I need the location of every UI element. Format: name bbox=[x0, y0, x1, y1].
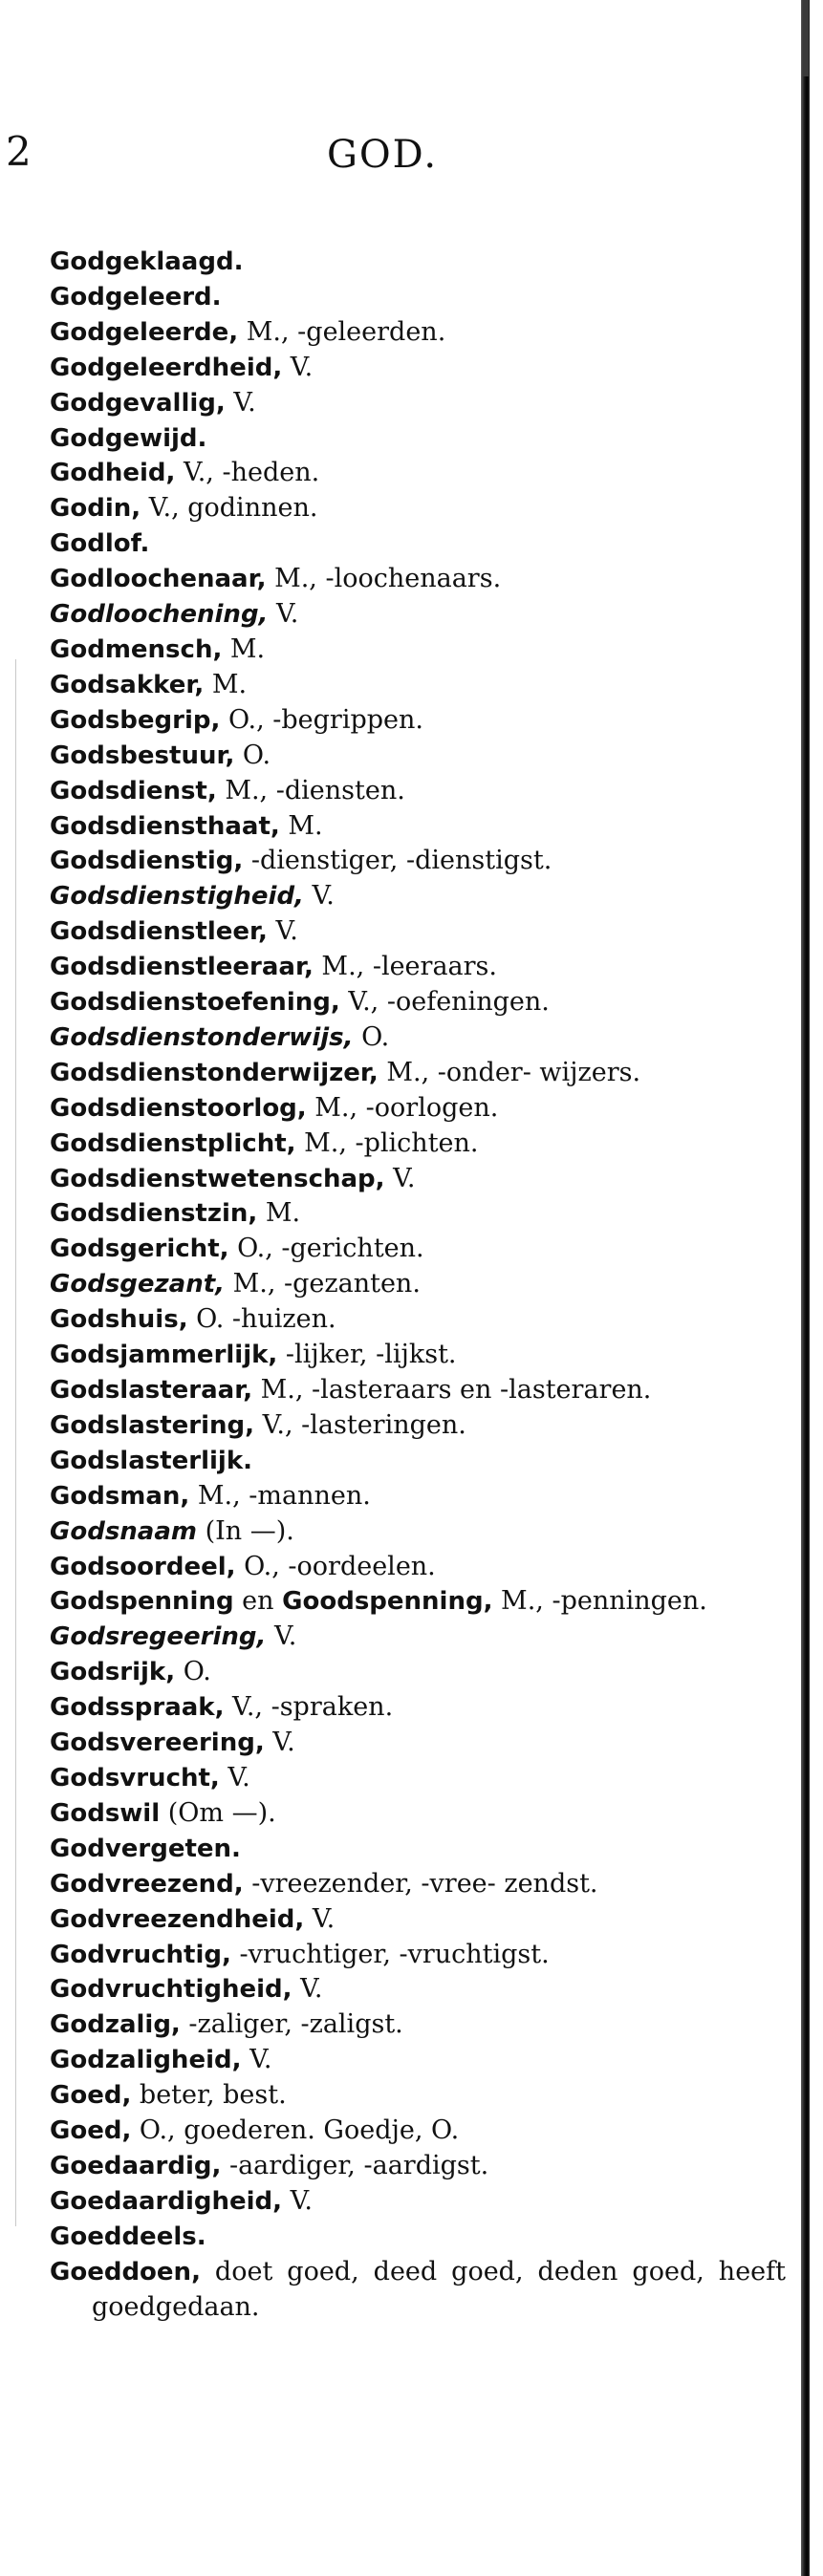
entry-headword: Godmensch, bbox=[50, 634, 223, 664]
entry-grammar: -vruchtiger, -vruchtigst. bbox=[230, 1939, 550, 1969]
entry-grammar: V. bbox=[303, 881, 335, 912]
entry-headword-variant: Goodspenning, bbox=[282, 1587, 493, 1617]
entry-grammar: M., -geleerden. bbox=[238, 316, 446, 347]
dictionary-entry bbox=[50, 1620, 786, 1655]
dictionary-entry bbox=[50, 2043, 786, 2078]
entry-headword: Godsbegrip, bbox=[50, 705, 221, 735]
dictionary-entry bbox=[50, 245, 786, 280]
dictionary-entry bbox=[50, 491, 786, 526]
dictionary-entry bbox=[50, 597, 786, 633]
entry-grammar: V. bbox=[268, 599, 299, 630]
entry-grammar: M. bbox=[279, 810, 323, 841]
entry-grammar: M., -plichten. bbox=[295, 1127, 479, 1158]
dictionary-entry bbox=[50, 1267, 786, 1302]
entry-headword: Godsdienstoefening, bbox=[50, 988, 340, 1018]
entry-grammar: V. bbox=[267, 916, 298, 947]
dictionary-entry bbox=[50, 2149, 786, 2184]
entry-headword: Godgeleerd. bbox=[50, 282, 222, 311]
dictionary-entry bbox=[50, 315, 786, 351]
entry-headword: Godloochenaar, bbox=[50, 565, 267, 594]
entry-headword: Godvruchtigheid, bbox=[50, 1975, 292, 2005]
dictionary-entry bbox=[50, 2220, 786, 2255]
entry-headword: Godslastering, bbox=[50, 1410, 255, 1440]
entry-grammar: O. bbox=[353, 1021, 390, 1052]
entry-grammar: O. bbox=[175, 1657, 211, 1687]
dictionary-entry bbox=[50, 1162, 786, 1197]
entry-grammar: V. bbox=[292, 1974, 323, 2005]
entry-grammar: doet goed, deed goed, deden goed, heeft goedgedaan. bbox=[92, 2256, 786, 2322]
entry-grammar: M., -oorlogen. bbox=[306, 1092, 499, 1123]
dictionary-entry bbox=[50, 1232, 786, 1267]
entry-headword: Godsdienst, bbox=[50, 776, 217, 805]
page-binding-edge-top bbox=[803, 0, 809, 76]
entry-headword: Godslasteraar, bbox=[50, 1376, 253, 1405]
entry-grammar: M. bbox=[257, 1198, 301, 1229]
dictionary-entry bbox=[50, 1302, 786, 1338]
entry-headword: Godgevallig, bbox=[50, 388, 226, 418]
entry-headword: Godshuis, bbox=[50, 1305, 188, 1335]
entry-headword: Godgewijd. bbox=[50, 423, 207, 453]
entry-headword: Godsdienstoorlog, bbox=[50, 1093, 307, 1123]
entry-headword: Goedaardig, bbox=[50, 2151, 222, 2180]
entry-headword: Godvreezend, bbox=[50, 1869, 244, 1899]
dictionary-entry bbox=[50, 1832, 786, 1867]
entry-headword: Godsakker, bbox=[50, 670, 205, 699]
dictionary-entry bbox=[50, 1373, 786, 1408]
dictionary-entry bbox=[50, 1056, 786, 1091]
dictionary-entry bbox=[50, 1902, 786, 1938]
entry-grammar: M., -leeraars. bbox=[313, 952, 497, 982]
dictionary-entry bbox=[50, 668, 786, 703]
dictionary-entry bbox=[50, 1514, 786, 1550]
entry-headword: Godsdienstleer, bbox=[50, 917, 268, 947]
dictionary-entry bbox=[50, 1655, 786, 1690]
entry-headword: Goedaardigheid, bbox=[50, 2186, 283, 2216]
left-margin-rule bbox=[15, 659, 16, 2226]
entry-headword: Godsdienstzin, bbox=[50, 1199, 258, 1229]
dictionary-entry bbox=[50, 1091, 786, 1127]
dictionary-entry bbox=[50, 2114, 786, 2149]
entry-headword: Goed, bbox=[50, 2116, 132, 2146]
entry-grammar: V. bbox=[282, 352, 314, 382]
dictionary-entry bbox=[50, 1444, 786, 1479]
entry-grammar: en bbox=[233, 1586, 283, 1617]
entry-grammar: O., -begrippen. bbox=[220, 704, 423, 735]
dictionary-entry bbox=[50, 280, 786, 315]
entry-grammar: V. bbox=[241, 2045, 272, 2075]
dictionary-entry bbox=[50, 739, 786, 774]
entry-headword: Goed, bbox=[50, 2081, 132, 2111]
entry-headword: Godgeleerdheid, bbox=[50, 353, 283, 382]
entry-headword: Godsoordeel, bbox=[50, 1552, 236, 1581]
entry-headword: Godsdiensthaat, bbox=[50, 811, 280, 841]
dictionary-entry bbox=[50, 703, 786, 739]
entry-headword: Goeddeels. bbox=[50, 2222, 206, 2251]
entry-grammar: M. bbox=[204, 669, 248, 699]
entry-headword: Godswil bbox=[50, 1798, 161, 1828]
dictionary-entry bbox=[50, 1796, 786, 1832]
entry-headword: Godzaligheid, bbox=[50, 2046, 242, 2075]
entry-headword: Godsdienstigheid, bbox=[50, 882, 304, 912]
entry-headword: Godvruchtig, bbox=[50, 1940, 231, 1969]
dictionary-entry bbox=[50, 2078, 786, 2114]
entry-headword: Godsdienstig, bbox=[50, 847, 244, 876]
entry-grammar: O. bbox=[234, 740, 271, 770]
entry-headword: Godzalig, bbox=[50, 2010, 181, 2040]
entry-headword: Godsgezant, bbox=[50, 1270, 226, 1299]
entry-headword: Godsdienstonderwijzer, bbox=[50, 1058, 379, 1087]
entry-headword: Godsdienstonderwijs, bbox=[50, 1022, 354, 1052]
entry-headword: Godsnaam bbox=[50, 1516, 197, 1546]
dictionary-entry bbox=[50, 1196, 786, 1232]
entry-headword: Godgeklaagd. bbox=[50, 247, 244, 276]
dictionary-entry bbox=[50, 2184, 786, 2220]
dictionary-entry bbox=[50, 985, 786, 1020]
entry-grammar: O., goederen. Goedje, O. bbox=[131, 2115, 460, 2146]
dictionary-entry bbox=[50, 386, 786, 421]
entry-grammar: M., -onder- wijzers. bbox=[378, 1057, 641, 1087]
dictionary-entry bbox=[50, 774, 786, 809]
entry-grammar: O., -gerichten. bbox=[228, 1234, 424, 1264]
entry-grammar: V., -heden. bbox=[175, 458, 320, 488]
entry-grammar: V. bbox=[219, 1762, 250, 1792]
entry-grammar: -dienstiger, -dienstigst. bbox=[243, 846, 552, 876]
entry-grammar: -aardiger, -aardigst. bbox=[221, 2150, 489, 2180]
entry-grammar: M. bbox=[222, 633, 266, 664]
entry-grammar: V. bbox=[282, 2185, 313, 2216]
entry-headword: Godvergeten. bbox=[50, 1834, 241, 1863]
entry-grammar: M., -loochenaars. bbox=[266, 564, 502, 594]
entry-grammar: V., -spraken. bbox=[224, 1692, 394, 1723]
dictionary-entry bbox=[50, 879, 786, 914]
entry-headword: Godheid, bbox=[50, 459, 176, 488]
entry-headword: Godslasterlijk. bbox=[50, 1446, 253, 1475]
entry-headword: Godsman, bbox=[50, 1481, 190, 1511]
entry-grammar: V. bbox=[266, 1621, 297, 1652]
entry-grammar: O., -oordeelen. bbox=[235, 1551, 436, 1581]
page-heading: GOD. bbox=[326, 133, 439, 177]
page-binding-edge bbox=[801, 0, 810, 2576]
dictionary-entry bbox=[50, 809, 786, 845]
dictionary-entry bbox=[50, 2007, 786, 2043]
dictionary-entry bbox=[50, 1127, 786, 1162]
entry-headword: Godsjammerlijk, bbox=[50, 1341, 278, 1370]
entry-headword: Godsvrucht, bbox=[50, 1763, 220, 1792]
dictionary-entry bbox=[50, 526, 786, 562]
dictionary-entry bbox=[50, 914, 786, 950]
entry-headword: Godgeleerde, bbox=[50, 317, 239, 347]
dictionary-entry bbox=[50, 421, 786, 457]
dictionary-entry bbox=[50, 1479, 786, 1514]
entry-headword: Godsdienstwetenschap, bbox=[50, 1164, 385, 1193]
dictionary-entry bbox=[50, 1408, 786, 1444]
entry-headword: Godsregeering, bbox=[50, 1622, 267, 1652]
entry-headword: Godlof. bbox=[50, 529, 150, 559]
dictionary-entry bbox=[50, 633, 786, 668]
entry-grammar: V. bbox=[304, 1903, 336, 1934]
entry-headword: Godspenning bbox=[50, 1587, 234, 1617]
entry-grammar: M., -mannen. bbox=[189, 1480, 371, 1511]
entry-headword: Godsdienstleeraar, bbox=[50, 953, 314, 982]
dictionary-entry bbox=[50, 1867, 786, 1902]
entry-grammar: V. bbox=[225, 387, 256, 418]
entry-grammar: (Om —). bbox=[160, 1797, 276, 1828]
entry-grammar: -vreezender, -vree- zendst. bbox=[243, 1868, 598, 1899]
dictionary-entry bbox=[50, 1584, 786, 1620]
entry-grammar: M., -lasteraars en -lasteraren. bbox=[252, 1375, 652, 1405]
entry-grammar: M., -diensten. bbox=[216, 775, 405, 805]
dictionary-entry bbox=[50, 1550, 786, 1585]
entry-headword: Godvreezendheid, bbox=[50, 1904, 305, 1934]
entry-grammar: V., -lasteringen. bbox=[254, 1409, 466, 1440]
dictionary-entry bbox=[50, 2255, 786, 2325]
dictionary-entry bbox=[50, 1690, 786, 1726]
dictionary-entry bbox=[50, 456, 786, 491]
entry-grammar: M., -gezanten. bbox=[225, 1269, 421, 1299]
entry-headword: Godloochening, bbox=[50, 600, 269, 630]
entry-headword: Godsdienstplicht, bbox=[50, 1128, 296, 1158]
entry-headword: Godsspraak, bbox=[50, 1693, 225, 1723]
entry-grammar: V. bbox=[384, 1163, 416, 1193]
dictionary-entry bbox=[50, 1761, 786, 1796]
entry-headword: Godsvereering, bbox=[50, 1728, 265, 1758]
entry-headword: Godsgericht, bbox=[50, 1234, 229, 1264]
dictionary-entry bbox=[50, 562, 786, 597]
entry-headword: Godsrijk, bbox=[50, 1658, 176, 1687]
entry-grammar: V., -oefeningen. bbox=[339, 987, 550, 1018]
dictionary-entry bbox=[50, 950, 786, 985]
dictionary-entry bbox=[50, 844, 786, 879]
entry-grammar: beter, best. bbox=[131, 2080, 287, 2111]
dictionary-entry bbox=[50, 1972, 786, 2007]
dictionary-entries bbox=[50, 245, 786, 2324]
dictionary-entry bbox=[50, 1020, 786, 1056]
entry-grammar: V. bbox=[264, 1728, 295, 1758]
entry-headword: Godsbestuur, bbox=[50, 741, 235, 770]
dictionary-entry bbox=[50, 351, 786, 386]
entry-grammar: O. -huizen. bbox=[187, 1304, 336, 1335]
dictionary-entry bbox=[50, 1938, 786, 1973]
entry-grammar: V., godinnen. bbox=[141, 493, 318, 524]
entry-headword: Godin, bbox=[50, 494, 141, 524]
dictionary-entry bbox=[50, 1338, 786, 1373]
entry-headword: Goeddoen, bbox=[50, 2257, 201, 2286]
entry-grammar: M., -penningen. bbox=[492, 1586, 707, 1617]
entry-grammar: (In —). bbox=[196, 1515, 294, 1546]
dictionary-entry bbox=[50, 1726, 786, 1761]
entry-grammar: -zaliger, -zaligst. bbox=[180, 2009, 403, 2040]
page-number: 2 bbox=[6, 128, 32, 175]
entry-grammar: -lijker, -lijkst. bbox=[277, 1340, 457, 1370]
